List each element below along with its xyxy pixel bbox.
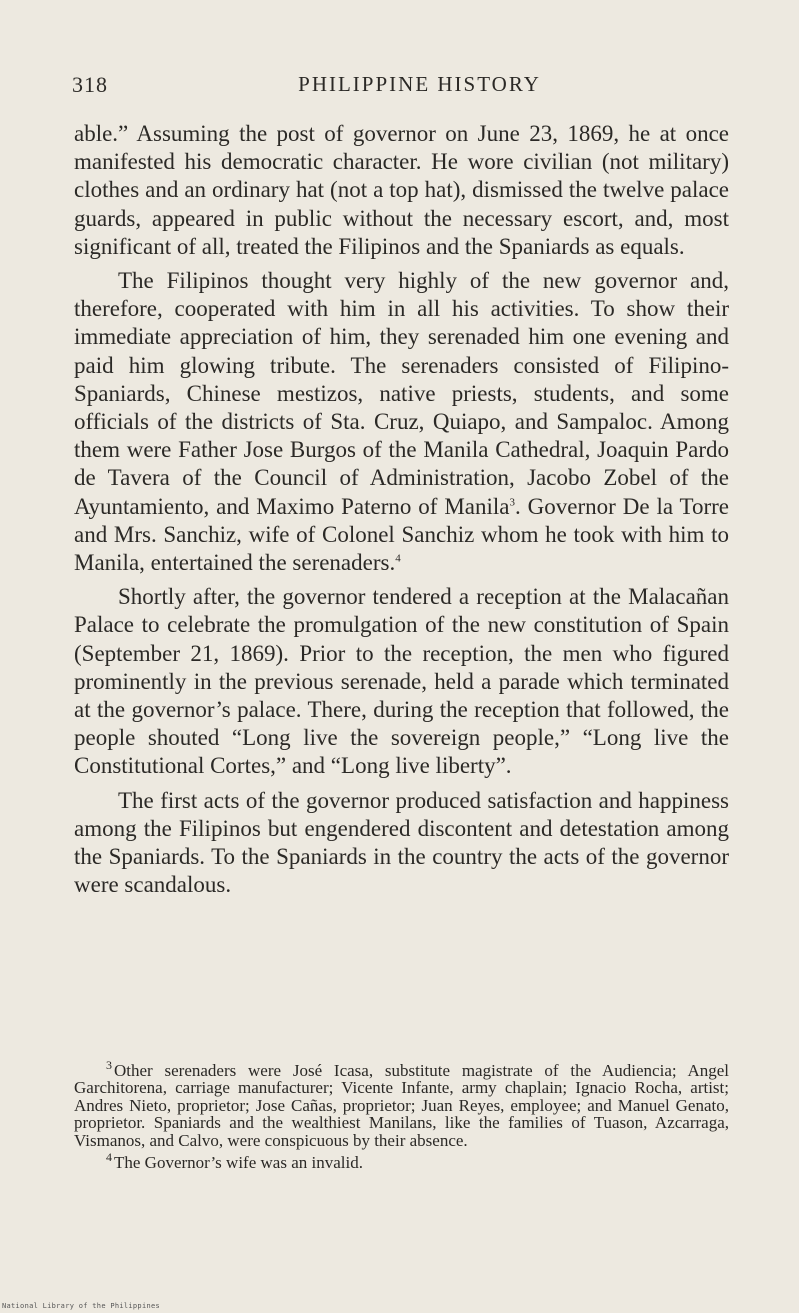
footnote-ref-3: 3	[509, 495, 515, 508]
body-text	[74, 120, 729, 905]
page-number: 318	[72, 72, 108, 97]
footnote-3-text: Other serenaders were José Icasa, substitute magistrate of the Audiencia; Angel Garchitorena, carriage manufacturer; Vicente Infante, army chaplain; Ignacio Rocha, artist; Andres Nieto, proprietor; Jose Cañas, proprietor; Juan Reyes, employee; and Manuel Genato, proprietor. Spaniards and the wealthiest Manilans, like the families of Tuason, Azcarraga, Vismanos, and Calvo, were conspicuous by their absence.	[74, 1061, 729, 1150]
footnote-ref-4: 4	[395, 552, 401, 565]
paragraph-3: Shortly after, the governor tendered a reception at the Malacañan Palace to celebrate the promulgation of the new constitution of Spain (September 21, 1869). Prior to the reception, the men who figured prominently in the previous serenade, held a parade which terminated at the governor’s palace. There, during the reception that followed, the people shouted “Long live the sovereign people,” “Long live the Constitutional Cortes,” and “Long live liberty”.	[74, 584, 729, 779]
footnote-4	[74, 1150, 729, 1173]
paragraph-4: The first acts of the governor produced satisfaction and happiness among the Filipinos but engendered discontent and detestation among the Spaniards. To the Spaniards in the country the acts of the governor were scandalous.	[74, 787, 729, 898]
running-title: PHILIPPINE HISTORY	[298, 72, 541, 96]
footnote-4-mark: 4	[106, 1150, 112, 1165]
library-watermark: National Library of the Philippines	[2, 1302, 161, 1310]
paragraph-1: able.” Assuming the post of governor on June 23, 1869, he at once manifested his democratic character. He wore civilian (not military) clothes and an ordinary hat (not a top hat), dismissed the twelve palace guards, appeared in public without the necessary escort, and, most significant of all, treated the Filipinos and the Spaniards as equals.	[74, 121, 729, 259]
footnote-4-text: The Governor’s wife was an invalid.	[114, 1153, 363, 1173]
footnotes	[74, 1058, 729, 1176]
paragraph-2-continuation: Governor De la Torre and Mrs. Sanchiz, wife of Colonel Sanchiz whom he took with him to Manila, entertained the serenaders.	[74, 493, 730, 576]
footnote-3-mark: 3	[106, 1058, 112, 1073]
paragraph-2: The Filipinos thought very highly of the new governor and, therefore, cooperated with him in all his activities. To show their immediate appreciation of him, they serenaded him one evening and paid him glowing tribute. The serenaders consisted of Filipino-Spaniards, Chinese mestizos, native priests, students, and some officials of the districts of Sta. Cruz, Quiapo, and Sampaloc. Among them were Father Jose Burgos of the Manila Cathedral, Joaquin Pardo de Tavera of the Council of Administration, Jacobo Zobel of the Ayuntamiento, and Maximo Paterno of Manila$^3$. Governor De la Torre and Mrs. Sanchiz, wife of Colonel Sanchiz whom he took with him to Manila, entertained the serenaders.$^4$	[74, 268, 730, 576]
paragraph-2-text: The Filipinos thought very highly of the new governor and, therefore, cooperated with him in all his activities. To show their immediate appreciation of him, they serenaded him one evening and paid him glowing tribute. The serenaders consisted of Filipino-Spaniards, Chinese mestizos, native priests, students, and some officials of the districts of Sta. Cruz, Quiapo, and Sampaloc. Among them were Father Jose Burgos of the Manila Cathedral, Joaquin Pardo de Tavera of the Council of Administration, Jacobo Zobel of the Ayuntamiento, and Maximo Paterno of Manila	[74, 268, 729, 519]
footnote-3	[74, 1058, 729, 1150]
page-header	[72, 72, 727, 108]
